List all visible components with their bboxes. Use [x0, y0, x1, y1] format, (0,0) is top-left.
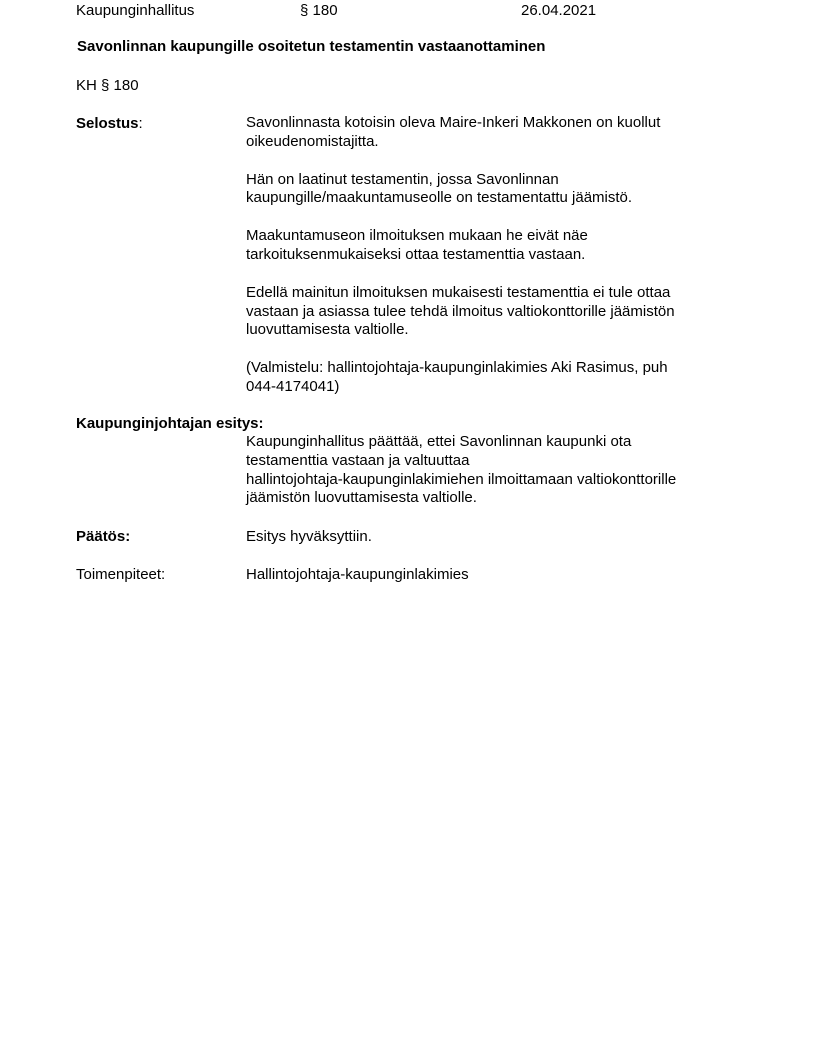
selostus-paragraph: Savonlinnasta kotoisin oleva Maire-Inkeri Makkonen on kuollut oikeudenomistajitta.: [246, 114, 661, 150]
esitys-content: [246, 433, 726, 508]
toimenpiteet-content: [246, 566, 726, 585]
selostus-paragraph: Hän on laatinut testamentin, jossa Savonlinnan kaupungille/maakuntamuseolle on testamentattu jäämistö.: [246, 170, 633, 207]
paatos-label: Päätös:: [76, 528, 131, 545]
selostus-label-colon: :: [138, 115, 143, 132]
document-title: Savonlinnan kaupungille osoitetun testamentin vastaanottaminen: [77, 38, 546, 55]
selostus-paragraph: Edellä mainitun ilmoituksen mukaisesti testamenttia ei tule ottaa vastaan ja asiassa tulee tehdä ilmoitus valtiokonttorille jäämistön luovuttamisesta valtiolle.: [246, 283, 675, 339]
selostus-label: [76, 115, 143, 133]
esitys-label: Kaupunginjohtajan esitys:: [76, 415, 264, 432]
header-section-number: § 180: [300, 2, 338, 19]
toimenpiteet-label: Toimenpiteet:: [76, 566, 166, 583]
paatos-content: [246, 528, 726, 547]
selostus-paragraph: (Valmistelu: hallintojohtaja-kaupunginlakimies Aki Rasimus, puh 044-4174041): [246, 359, 668, 395]
toimenpiteet-text: Hallintojohtaja-kaupunginlakimies: [246, 566, 469, 583]
selostus-content: [246, 114, 726, 397]
section-reference: KH § 180: [76, 77, 139, 94]
selostus-label-text: Selostus: [76, 115, 139, 132]
paatos-text: Esitys hyväksyttiin.: [246, 528, 372, 545]
header-body-name: Kaupunginhallitus: [76, 2, 195, 19]
esitys-text: Kaupunginhallitus päättää, ettei Savonlinnan kaupunki ota testamenttia vastaan ja valtuuttaa hallintojohtaja-kaupunginlakimiehen ilmoittamaan valtiokonttorille jäämistön luovuttamisesta valtiolle.: [246, 433, 677, 507]
selostus-paragraph: Maakuntamuseon ilmoituksen mukaan he eivät näe tarkoituksenmukaiseksi ottaa testamenttia vastaan.: [246, 227, 588, 263]
header-date: 26.04.2021: [521, 2, 597, 19]
document-header: [76, 2, 776, 20]
